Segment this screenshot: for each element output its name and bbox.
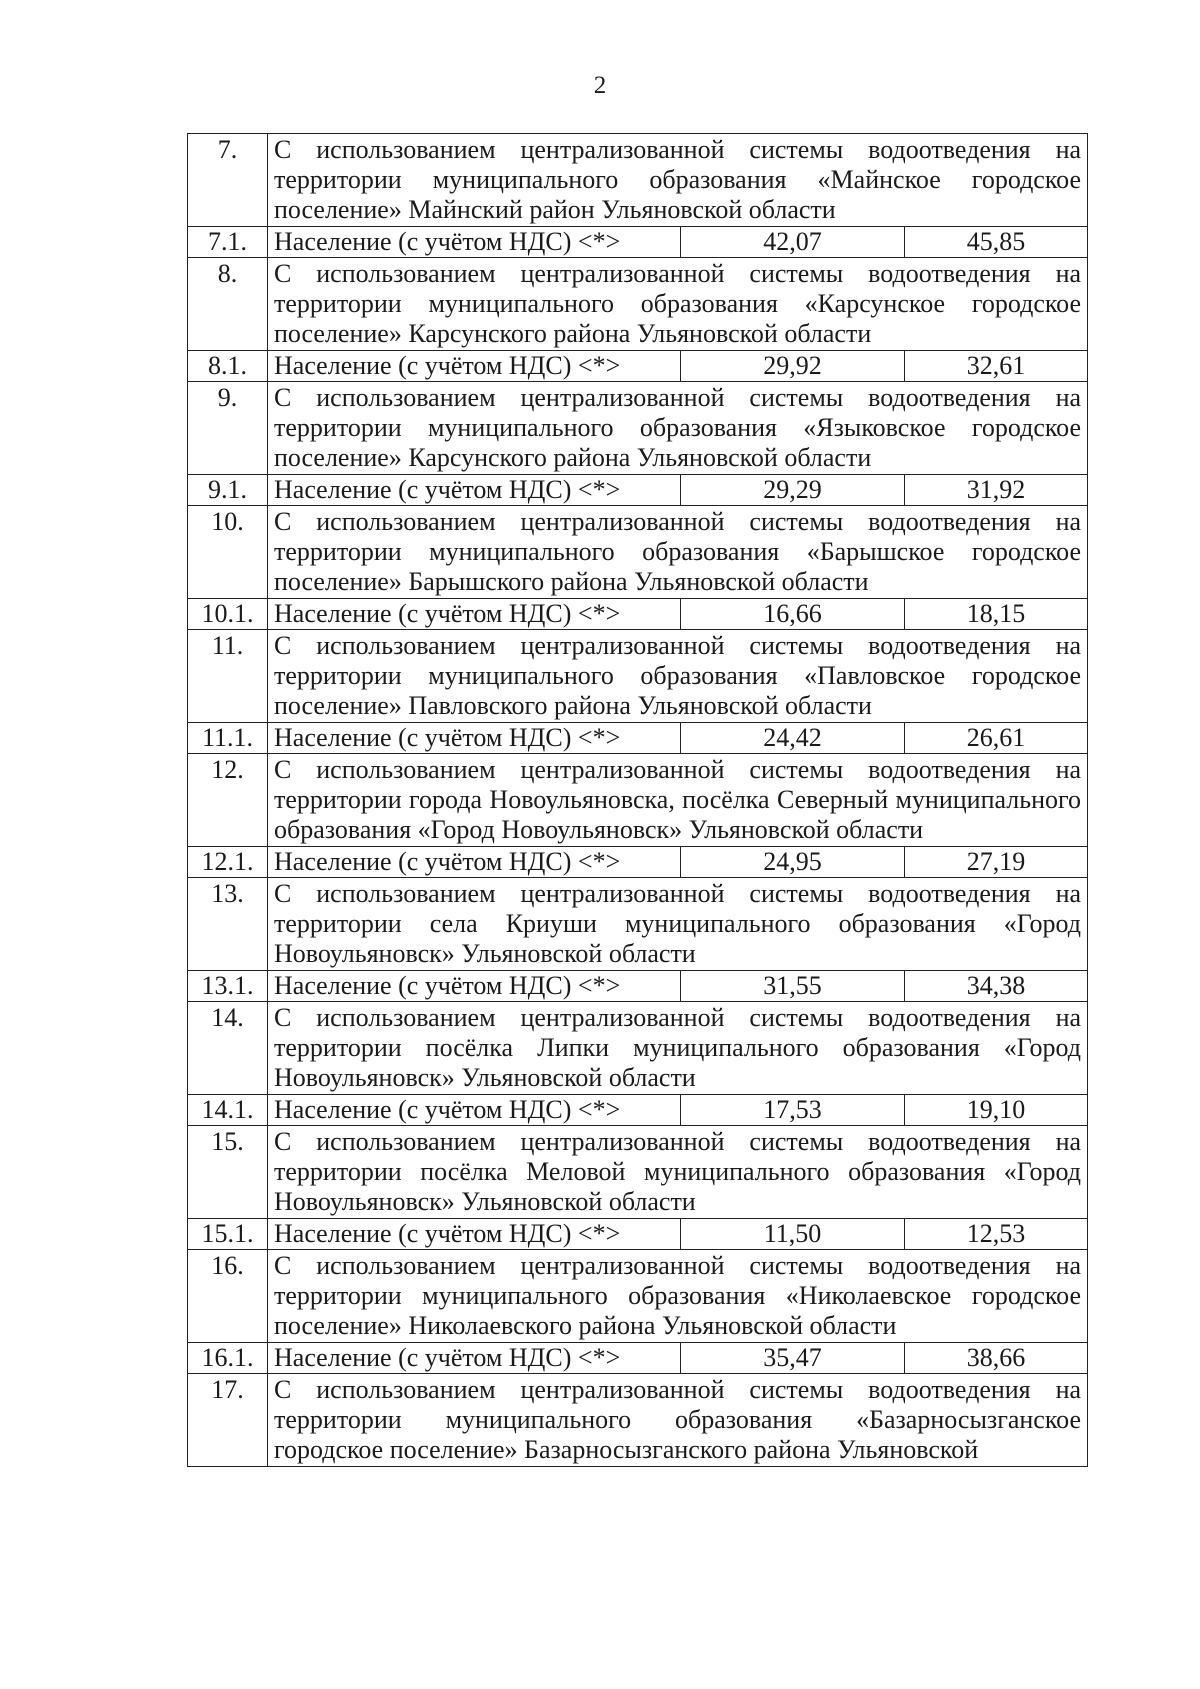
tariff-row: [188, 1095, 1088, 1126]
section-number: 10.: [188, 506, 268, 599]
tariff-row: [188, 475, 1088, 506]
tariff-value-first: 42,07: [681, 227, 905, 258]
section-description-text: С использованием централизованной системы водоотведения на территории посёлка Меловой муниципального образования «Город Новоульяновск» Ульяновской области: [274, 1127, 1082, 1216]
tariff-value-first: 17,53: [681, 1095, 905, 1126]
tariff-value-first: 29,29: [681, 475, 905, 506]
tariff-row: [188, 971, 1088, 1002]
tariff-row: [188, 227, 1088, 258]
tariff-value-second: 19,10: [905, 1095, 1088, 1126]
tariff-number: 8.1.: [188, 351, 268, 382]
section-description-text: С использованием централизованной системы водоотведения на территории муниципального образования «Павловское городское поселение» Павловского района Ульяновской области: [274, 631, 1082, 720]
section-number: 8.: [188, 258, 268, 351]
tariff-number: 15.1.: [188, 1219, 268, 1250]
tariff-number: 10.1.: [188, 599, 268, 630]
section-description-text: С использованием централизованной системы водоотведения на территории муниципального образования «Языковское городское поселение» Карсунского района Ульяновской области: [274, 383, 1082, 472]
tariff-number: 13.1.: [188, 971, 268, 1002]
section-row: [188, 506, 1088, 599]
section-description: [268, 1250, 1088, 1343]
section-description-text: С использованием централизованной системы водоотведения на территории муниципального образования «Базарносызганское городское поселение» Базарносызганского района Ульяновской: [274, 1375, 1082, 1464]
section-number: 15.: [188, 1126, 268, 1219]
section-row: [188, 630, 1088, 723]
tariff-number: 9.1.: [188, 475, 268, 506]
section-description: [268, 754, 1088, 847]
section-description-text: С использованием централизованной системы водоотведения на территории муниципального образования «Майнское городское поселение» Майнский район Ульяновской области: [274, 135, 1082, 224]
tariff-value-first: 24,95: [681, 847, 905, 878]
tariff-value-first: 29,92: [681, 351, 905, 382]
section-row: [188, 1250, 1088, 1343]
section-description: [268, 506, 1088, 599]
tariff-label: Население (с учётом НДС) <*>: [268, 1343, 681, 1374]
tariff-label: Население (с учётом НДС) <*>: [268, 227, 681, 258]
section-description-text: С использованием централизованной системы водоотведения на территории села Криуши муниципального образования «Город Новоульяновск» Ульяновской области: [274, 879, 1082, 968]
tariff-value-second: 18,15: [905, 599, 1088, 630]
section-description-text: С использованием централизованной системы водоотведения на территории города Новоульяновска, посёлка Северный муниципального образования «Город Новоульяновск» Ульяновской области: [274, 755, 1082, 844]
section-description: [268, 258, 1088, 351]
section-description: [268, 1374, 1088, 1467]
tariff-value-second: 26,61: [905, 723, 1088, 754]
section-number: 9.: [188, 382, 268, 475]
section-description: [268, 630, 1088, 723]
section-description: [268, 1126, 1088, 1219]
tariff-label: Население (с учётом НДС) <*>: [268, 971, 681, 1002]
tariff-row: [188, 351, 1088, 382]
section-description: [268, 878, 1088, 971]
section-description-text: С использованием централизованной системы водоотведения на территории муниципального образования «Николаевское городское поселение» Николаевского района Ульяновской области: [274, 1251, 1082, 1340]
tariff-value-second: 27,19: [905, 847, 1088, 878]
tariff-row: [188, 723, 1088, 754]
section-description-text: С использованием централизованной системы водоотведения на территории муниципального образования «Барышское городское поселение» Барышского района Ульяновской области: [274, 507, 1082, 596]
tariff-label: Население (с учётом НДС) <*>: [268, 599, 681, 630]
section-description-text: С использованием централизованной системы водоотведения на территории посёлка Липки муниципального образования «Город Новоульяновск» Ульяновской области: [274, 1003, 1082, 1092]
tariff-number: 7.1.: [188, 227, 268, 258]
tariff-value-first: 24,42: [681, 723, 905, 754]
tariff-value-second: 45,85: [905, 227, 1088, 258]
tariff-row: [188, 1343, 1088, 1374]
section-number: 13.: [188, 878, 268, 971]
tariff-row: [188, 847, 1088, 878]
section-row: [188, 1002, 1088, 1095]
tariff-row: [188, 599, 1088, 630]
section-description-text: С использованием централизованной системы водоотведения на территории муниципального образования «Карсунское городское поселение» Карсунского района Ульяновской области: [274, 259, 1082, 348]
page-number: 2: [593, 72, 607, 99]
table-body: [188, 134, 1088, 1467]
section-number: 11.: [188, 630, 268, 723]
tariff-value-second: 34,38: [905, 971, 1088, 1002]
tariff-label: Население (с учётом НДС) <*>: [268, 475, 681, 506]
section-number: 12.: [188, 754, 268, 847]
tariff-value-first: 35,47: [681, 1343, 905, 1374]
tariff-number: 16.1.: [188, 1343, 268, 1374]
section-number: 16.: [188, 1250, 268, 1343]
section-description: [268, 134, 1088, 227]
section-number: 17.: [188, 1374, 268, 1467]
tariff-value-second: 31,92: [905, 475, 1088, 506]
tariff-number: 14.1.: [188, 1095, 268, 1126]
tariff-label: Население (с учётом НДС) <*>: [268, 351, 681, 382]
tariff-value-first: 31,55: [681, 971, 905, 1002]
section-number: 14.: [188, 1002, 268, 1095]
tariff-label: Население (с учётом НДС) <*>: [268, 1095, 681, 1126]
section-row: [188, 382, 1088, 475]
section-number: 7.: [188, 134, 268, 227]
section-row: [188, 754, 1088, 847]
section-row: [188, 258, 1088, 351]
section-row: [188, 1374, 1088, 1467]
tariff-row: [188, 1219, 1088, 1250]
section-row: [188, 1126, 1088, 1219]
tariff-label: Население (с учётом НДС) <*>: [268, 723, 681, 754]
section-description: [268, 1002, 1088, 1095]
tariff-value-first: 16,66: [681, 599, 905, 630]
tariff-label: Население (с учётом НДС) <*>: [268, 1219, 681, 1250]
tariff-value-second: 32,61: [905, 351, 1088, 382]
section-row: [188, 134, 1088, 227]
tariff-value-second: 38,66: [905, 1343, 1088, 1374]
tariff-value-second: 12,53: [905, 1219, 1088, 1250]
section-description: [268, 382, 1088, 475]
tariff-table: [187, 133, 1088, 1467]
tariff-label: Население (с учётом НДС) <*>: [268, 847, 681, 878]
tariff-number: 11.1.: [188, 723, 268, 754]
section-row: [188, 878, 1088, 971]
tariff-number: 12.1.: [188, 847, 268, 878]
tariff-value-first: 11,50: [681, 1219, 905, 1250]
